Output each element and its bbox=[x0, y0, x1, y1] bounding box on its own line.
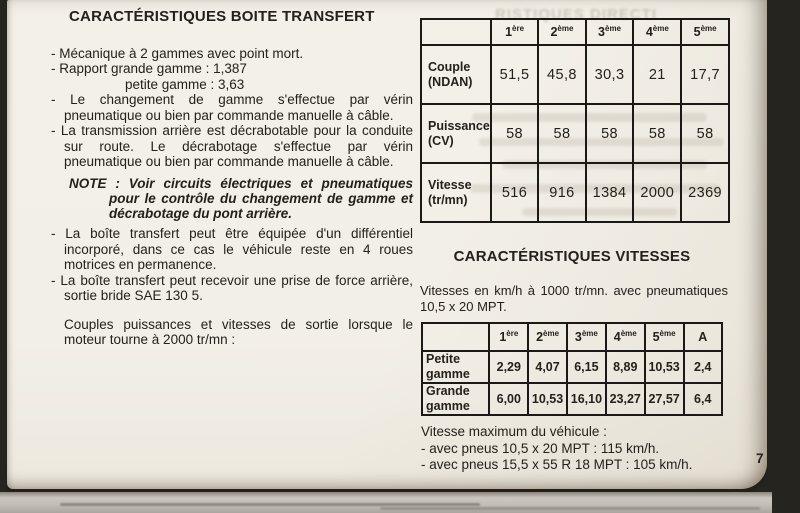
data-cell: 21 bbox=[633, 45, 681, 104]
data-cell: 58 bbox=[633, 104, 681, 163]
data-cell: 58 bbox=[586, 104, 634, 163]
manual-page bbox=[7, 0, 767, 489]
data-cell: 1384 bbox=[586, 163, 634, 222]
bullet-mecanique: - Mécanique à 2 gammes avec point mort. bbox=[51, 45, 304, 61]
table-vitesses bbox=[421, 322, 723, 416]
data-cell: 30,3 bbox=[586, 45, 634, 104]
max-speed-block bbox=[421, 424, 741, 474]
section-title-vitesses: CARACTÉRISTIQUES VITESSES bbox=[453, 248, 691, 265]
bullet-transmission-arriere: - La transmission arrière est décrabotable pour la conduite sur route. Le décrabotage s'effectue par vérin pneumatique ou bien par commande manuelle à câble. bbox=[51, 123, 413, 169]
bullet-changement-gamme: - Le changement de gamme s'effectue par vérin pneumatique ou bien par commande manuelle à câble. bbox=[51, 92, 413, 123]
max-speed-heading: Vitesse maximum du véhicule : bbox=[421, 424, 607, 439]
data-cell: 2369 bbox=[681, 163, 729, 222]
header-cell: 1ère bbox=[489, 323, 528, 351]
table-row-puissance bbox=[421, 104, 729, 163]
data-cell: 51,5 bbox=[491, 45, 538, 104]
data-cell: 10,53 bbox=[645, 351, 684, 383]
table-header-row bbox=[421, 19, 729, 45]
vitesses-intro: Vitesses en km/h à 1000 tr/mn. avec pneumatiques 10,5 x 20 MPT. bbox=[420, 283, 728, 314]
bleed-through-text: RISTIQUES DIRECTI bbox=[495, 6, 658, 23]
page-number: 7 bbox=[756, 451, 764, 466]
bullet-rapport-line1: - Rapport grande gamme : 1,387 bbox=[51, 61, 247, 76]
data-cell: 17,7 bbox=[681, 45, 729, 104]
header-cell: 5ème bbox=[645, 323, 684, 351]
data-cell: 516 bbox=[491, 163, 538, 222]
table-row-couple bbox=[421, 45, 729, 104]
corner-cell bbox=[421, 19, 491, 45]
data-cell: 2000 bbox=[633, 163, 681, 222]
header-cell: 4ème bbox=[633, 19, 681, 45]
row-label: Grande gamme bbox=[422, 383, 489, 415]
bullet-prise-de-force: - La boîte transfert peut recevoir une prise de force arrière, sortie bride SAE 130 5. bbox=[51, 272, 413, 304]
data-cell: 23,27 bbox=[606, 383, 645, 415]
table-row-petite-gamme bbox=[422, 351, 722, 383]
data-cell: 58 bbox=[491, 104, 538, 163]
bullet-differentiel: - La boîte transfert peut être équipée d'un différentiel incorporé, dans ce cas le véhicule reste en 4 roues motrices en permanence. bbox=[51, 226, 413, 273]
header-cell: 2ème bbox=[538, 19, 585, 45]
header-cell: 1ère bbox=[491, 19, 538, 45]
header-cell: A bbox=[684, 323, 723, 351]
header-cell: 5ème bbox=[681, 19, 729, 45]
data-cell: 45,8 bbox=[538, 45, 585, 104]
section-title-boite-transfert: CARACTÉRISTIQUES BOITE TRANSFERT bbox=[69, 8, 375, 25]
header-cell: 4ème bbox=[606, 323, 645, 351]
header-cell: 2ème bbox=[528, 323, 567, 351]
row-label: Vitesse (tr/mn) bbox=[421, 163, 491, 222]
data-cell: 58 bbox=[538, 104, 585, 163]
table-boite-transfert bbox=[420, 18, 730, 223]
data-cell: 2,29 bbox=[489, 351, 528, 383]
left-column bbox=[51, 8, 413, 348]
closing-paragraph: Couples puissances et vitesses de sortie lorsque le moteur tourne à 2000 tr/mn : bbox=[64, 316, 413, 348]
table-row-grande-gamme bbox=[422, 383, 722, 415]
data-cell: 6,4 bbox=[684, 383, 723, 415]
data-cell: 16,10 bbox=[567, 383, 606, 415]
row-label: Petite gamme bbox=[422, 351, 489, 383]
data-cell: 6,00 bbox=[489, 383, 528, 415]
data-cell: 58 bbox=[681, 104, 729, 163]
row-label: Couple (NDAN) bbox=[421, 45, 491, 104]
book-edge-streak bbox=[60, 503, 480, 506]
data-cell: 2,4 bbox=[684, 351, 723, 383]
table-row-vitesse bbox=[421, 163, 729, 222]
max-speed-item: - avec pneus 10,5 x 20 MPT : 115 km/h. bbox=[421, 440, 660, 456]
data-cell: 8,89 bbox=[606, 351, 645, 383]
corner-cell bbox=[422, 323, 489, 351]
row-label: Puissance (CV) bbox=[421, 104, 491, 163]
data-cell: 6,15 bbox=[567, 351, 606, 383]
data-cell: 10,53 bbox=[528, 383, 567, 415]
table-header-row bbox=[422, 323, 722, 351]
data-cell: 27,57 bbox=[645, 383, 684, 415]
data-cell: 916 bbox=[538, 163, 585, 222]
header-cell: 3ème bbox=[567, 323, 606, 351]
bullet-rapport bbox=[51, 61, 413, 92]
header-cell: 3ème bbox=[586, 19, 634, 45]
data-cell: 4,07 bbox=[528, 351, 567, 383]
bullet-rapport-line2: petite gamme : 3,63 bbox=[125, 76, 245, 92]
book-edge-streak bbox=[380, 507, 760, 510]
max-speed-item: - avec pneus 15,5 x 55 R 18 MPT : 105 km/h. bbox=[421, 457, 693, 472]
note-paragraph: NOTE : Voir circuits électriques et pneumatiques pour le contrôle du changement de gamme et décrabotage du pont arrière. bbox=[69, 175, 413, 222]
